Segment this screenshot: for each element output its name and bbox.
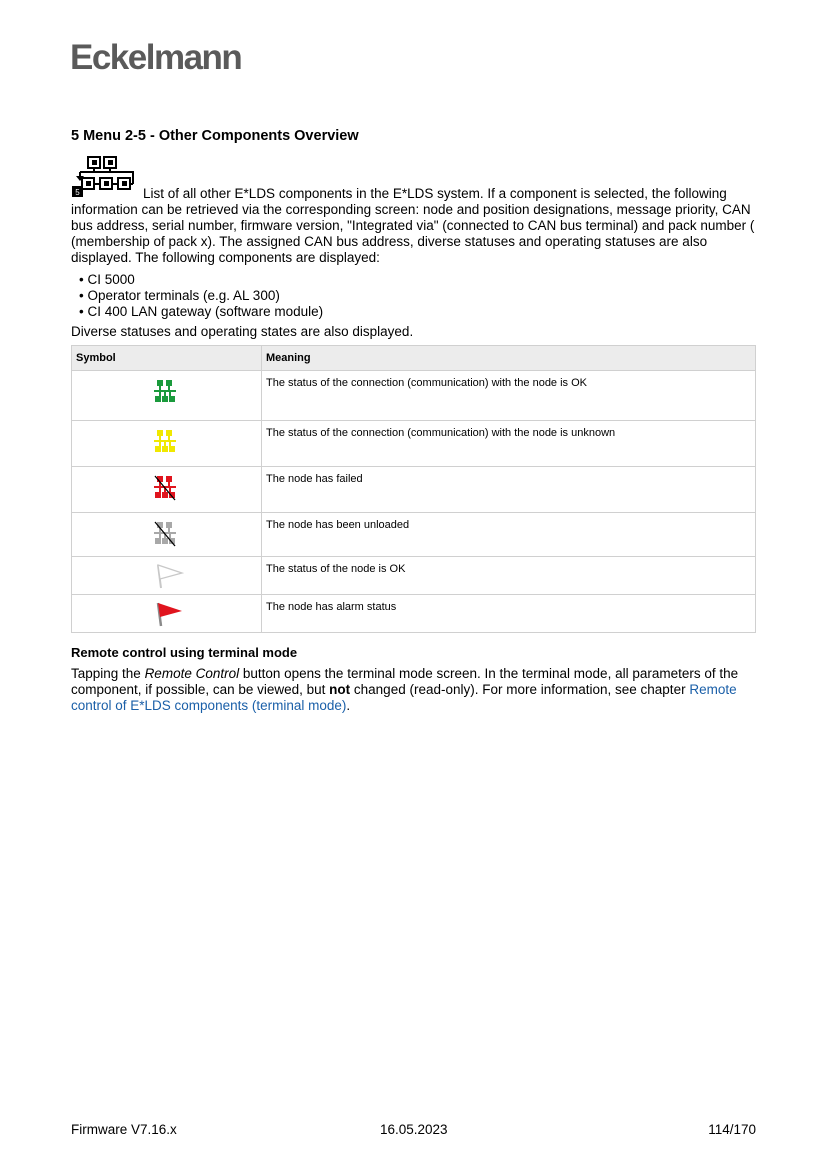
status-table — [71, 345, 756, 633]
main-content — [71, 128, 756, 714]
component-list — [71, 272, 756, 320]
remote-control-heading: Remote control using terminal mode — [71, 645, 298, 660]
table-header-row — [72, 346, 756, 371]
remote-text-3: changed (read-only). For more information, see chapter — [350, 682, 690, 697]
remote-text-1: Tapping the — [71, 666, 145, 681]
remote-text-4: . — [346, 698, 351, 713]
flag-alarm-icon — [154, 601, 184, 630]
section-title: 5 Menu 2-5 - Other Components Overview — [71, 128, 359, 144]
symbol-cell — [72, 557, 262, 595]
statuses-intro: Diverse statuses and operating states are also displayed. — [71, 324, 414, 339]
meaning-cell: The status of the connection (communication) with the node is OK — [262, 371, 756, 421]
list-item: • CI 400 LAN gateway (software module) — [79, 304, 756, 320]
footer-page-number: 114/170 — [708, 1122, 756, 1137]
footer-firmware: Firmware V7.16.x — [71, 1122, 177, 1137]
symbol-cell — [72, 467, 262, 513]
table-row — [72, 371, 756, 421]
column-header-symbol: Symbol — [72, 346, 262, 371]
column-header-meaning: Meaning — [262, 346, 756, 371]
list-item: • Operator terminals (e.g. AL 300) — [79, 288, 756, 304]
footer-date: 16.05.2023 — [380, 1122, 448, 1137]
table-row — [72, 557, 756, 595]
network-failed-icon — [154, 475, 176, 506]
component-tree-icon — [71, 156, 137, 202]
network-unloaded-icon — [154, 521, 176, 552]
emphasis-not: not — [329, 682, 351, 697]
table-row — [72, 467, 756, 513]
table-row — [72, 595, 756, 633]
intro-paragraph — [71, 156, 756, 266]
symbol-cell — [72, 513, 262, 557]
meaning-cell: The status of the node is OK — [262, 557, 756, 595]
table-row — [72, 421, 756, 467]
chapter-link[interactable]: Remote control of E*LDS components (terminal mode) — [71, 682, 737, 713]
meaning-cell: The status of the connection (communication) with the node is unknown — [262, 421, 756, 467]
menu-icon-badge: 5 — [75, 188, 80, 197]
list-item: • CI 5000 — [79, 272, 756, 288]
symbol-cell — [72, 595, 262, 633]
remote-control-paragraph — [71, 666, 756, 714]
remote-text-2: button opens the terminal mode screen. In the terminal mode, all parameters of the component, if possible, can be viewed, but — [71, 666, 739, 697]
intro-text: List of all other E*LDS components in the E*LDS system. If a component is selected, the following information can be retrieved via the corresponding screen: node and position designations, message priority, CAN bus address, serial number, firmware version, "Integrated via" (connected to CAN bus terminal) and pack number ( (membership of pack x). The assigned CAN bus address, diverse statuses and operating statuses are also displayed. The following components are displayed: — [71, 186, 755, 265]
meaning-cell: The node has failed — [262, 467, 756, 513]
symbol-cell — [72, 371, 262, 421]
meaning-cell: The node has alarm status — [262, 595, 756, 633]
meaning-cell: The node has been unloaded — [262, 513, 756, 557]
network-unknown-icon — [154, 429, 176, 460]
company-logo: Eckelmann — [70, 38, 242, 77]
flag-ok-icon — [154, 563, 184, 592]
remote-control-button-name: Remote Control — [144, 666, 240, 681]
table-row — [72, 513, 756, 557]
symbol-cell — [72, 421, 262, 467]
network-ok-icon — [154, 379, 176, 410]
